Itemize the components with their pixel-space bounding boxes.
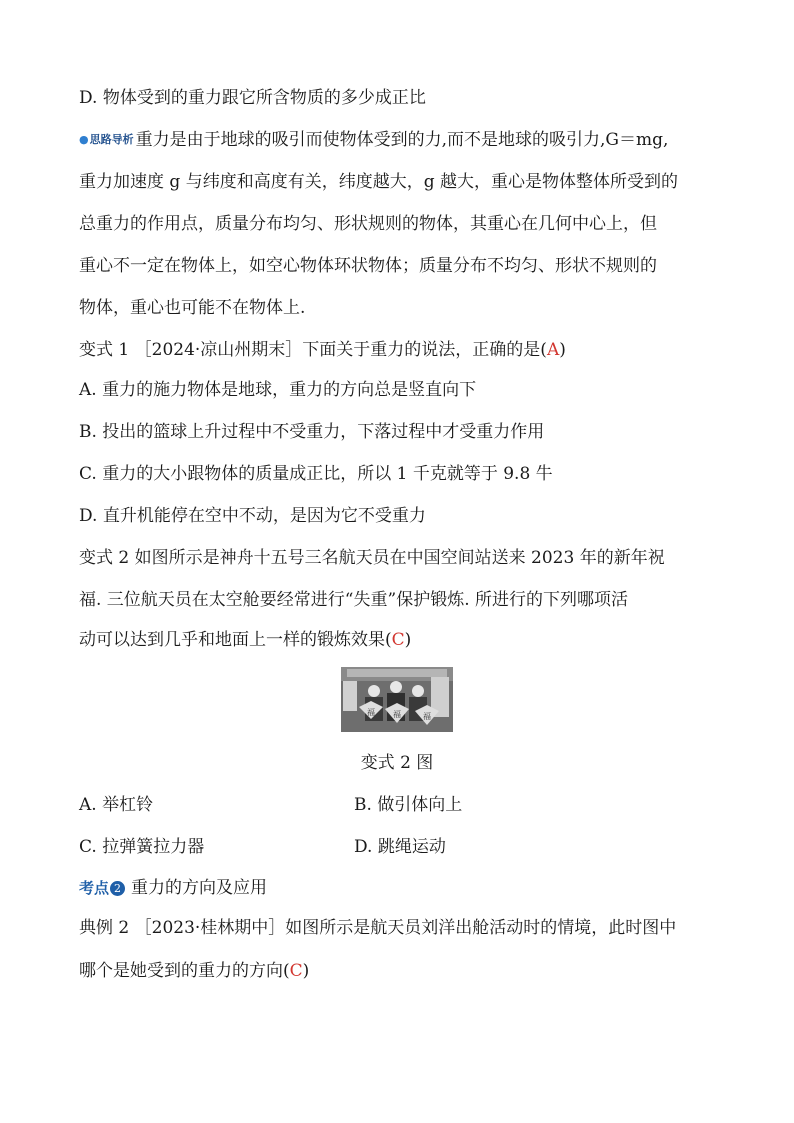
variant2-option-c: C. 拉弹簧拉力器 (79, 837, 205, 857)
analysis-tag: ●思路导析 (79, 133, 134, 146)
astronauts-photo-illustration (341, 667, 453, 732)
variant2-line-2: 福. 三位航天员在太空舱要经常进行“失重”保护锻炼. 所进行的下列哪项活 (79, 590, 628, 610)
fu-character-3: 福 (423, 712, 431, 721)
variant2-option-d: D. 跳绳运动 (354, 837, 446, 857)
fu-character-1: 福 (367, 708, 375, 717)
variant1-stem: 变式 1 ［2024·凉山州期末］下面关于重力的说法，正确的是(A) (79, 340, 566, 360)
location-pin-icon: ● (79, 133, 89, 146)
kaodian-label: 考点 (79, 879, 110, 897)
variant1-option-b: B. 投出的篮球上升过程中不受重力，下落过程中才受重力作用 (79, 422, 545, 442)
kaodian-heading (79, 877, 267, 899)
variant1-option-c: C. 重力的大小跟物体的质量成正比，所以 1 千克就等于 9.8 牛 (79, 464, 553, 484)
analysis-line-1: ●思路导析 重力是由于地球的吸引而使物体受到的力,而不是地球的吸引力,G＝mg, (79, 130, 669, 150)
kaodian-title: 重力的方向及应用 (131, 878, 268, 898)
variant2-line-3: 动可以达到几乎和地面上一样的锻炼效果(C) (79, 630, 412, 650)
variant2-line-1: 变式 2 如图所示是神舟十五号三名航天员在中国空间站送来 2023 年的新年祝 (79, 548, 665, 568)
analysis-line-3: 总重力的作用点，质量分布均匀、形状规则的物体，其重心在几何中心上，但 (79, 214, 657, 234)
astronauts-photo (341, 667, 453, 732)
question-option-d: D. 物体受到的重力跟它所含物质的多少成正比 (79, 88, 426, 108)
variant2-option-a: A. 举杠铃 (79, 795, 154, 815)
kaodian-number-badge: 2 (110, 881, 125, 896)
variant1-option-a: A. 重力的施力物体是地球，重力的方向总是竖直向下 (79, 380, 477, 400)
example2-answer: C (289, 961, 303, 981)
fu-character-2: 福 (393, 710, 401, 719)
analysis-line-2: 重力加速度 g 与纬度和高度有关，纬度越大，g 越大，重心是物体整体所受到的 (79, 172, 678, 192)
variant2-option-b: B. 做引体向上 (354, 795, 463, 815)
analysis-line-4: 重心不一定在物体上，如空心物体环状物体；质量分布不均匀、形状不规则的 (79, 256, 657, 276)
example2-line-2: 哪个是她受到的重力的方向(C) (79, 961, 310, 981)
analysis-line-5: 物体，重心也可能不在物体上. (79, 298, 306, 318)
variant1-answer: A (546, 340, 560, 360)
variant2-answer: C (391, 630, 405, 650)
figure-caption: 变式 2 图 (360, 753, 434, 773)
variant1-option-d: D. 直升机能停在空中不动，是因为它不受重力 (79, 506, 426, 526)
example2-line-1: 典例 2 ［2023·桂林期中］如图所示是航天员刘洋出舱活动时的情境，此时图中 (79, 918, 677, 938)
